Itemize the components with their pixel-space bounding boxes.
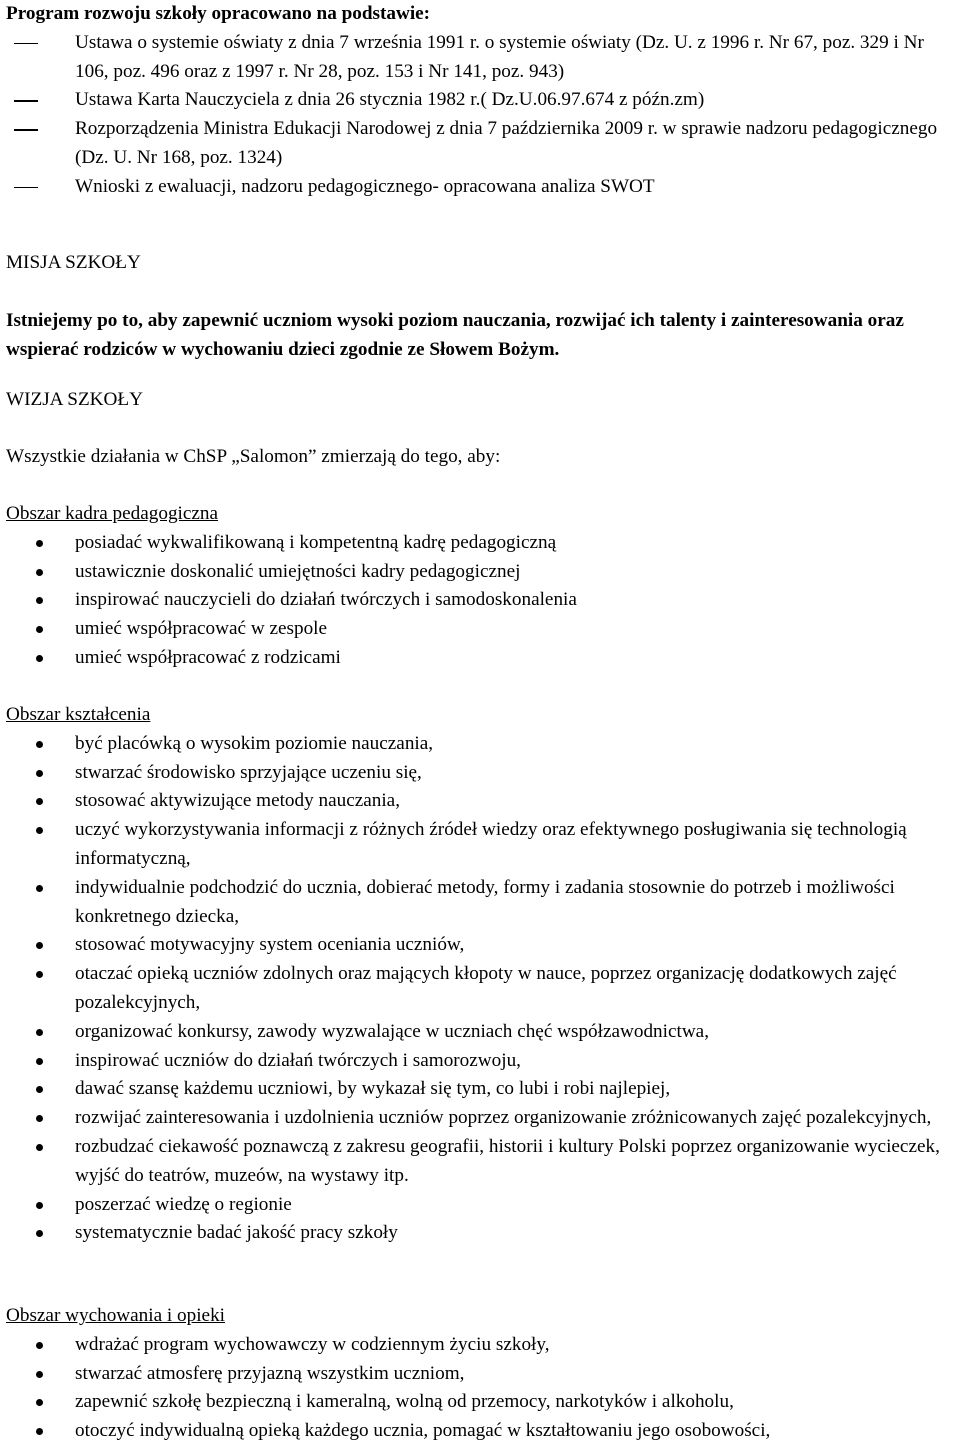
bullet-marker bbox=[36, 971, 43, 978]
obszar-kadra-heading: Obszar kadra pedagogiczna bbox=[6, 503, 219, 524]
program-item: Ustawa Karta Nauczyciela z dnia 26 stycznia 1982 r.( Dz.U.06.97.674 z późn.zm) bbox=[75, 89, 705, 111]
bullet-marker bbox=[36, 1428, 43, 1435]
list-item: dawać szansę każdemu uczniowi, by wykazał się tym, co lubi i robi najlepiej, bbox=[6, 1075, 958, 1104]
bullet-marker bbox=[36, 741, 43, 748]
obszar-ksztalcenia-list bbox=[6, 730, 958, 1248]
bullet-marker bbox=[36, 1342, 43, 1349]
list-item: stosować aktywizujące metody nauczania, bbox=[6, 787, 958, 816]
list-item: indywidualnie podchodzić do ucznia, dobierać metody, formy i zadania stosownie do potrzeb i możliwości konkretnego dziecka, bbox=[6, 874, 958, 932]
program-item: Wnioski z ewaluacji, nadzoru pedagogicznego- opracowana analiza SWOT bbox=[75, 175, 655, 197]
obszar-wychowania-section bbox=[6, 1302, 958, 1446]
obszar-kadra-section bbox=[6, 500, 958, 673]
list-item: wdrażać program wychowawczy w codziennym życiu szkoły, bbox=[6, 1331, 958, 1360]
bullet-marker bbox=[36, 1371, 43, 1378]
bullet-marker bbox=[36, 1029, 43, 1036]
program-title: Program rozwoju szkoły opracowano na podstawie: bbox=[6, 3, 431, 24]
list-item: być placówką o wysokim poziomie nauczania, bbox=[6, 730, 958, 759]
list-item: umieć współpracować z rodzicami bbox=[6, 644, 958, 673]
list-item: organizować konkursy, zawody wyzwalające w uczniach chęć współzawodnictwa, bbox=[6, 1018, 958, 1047]
obszar-ksztalcenia-section bbox=[6, 701, 958, 1248]
bullet-marker bbox=[36, 1115, 43, 1122]
bullet-marker bbox=[36, 1144, 43, 1151]
wizja-heading: WIZJA SZKOŁY bbox=[6, 389, 143, 410]
bullet-marker bbox=[36, 827, 43, 834]
obszar-wychowania-heading: Obszar wychowania i opieki bbox=[6, 1305, 225, 1326]
bullet-marker bbox=[36, 885, 43, 892]
list-item: inspirować nauczycieli do działań twórczych i samodoskonalenia bbox=[6, 586, 958, 615]
bullet-marker bbox=[36, 798, 43, 805]
list-item: stwarzać atmosferę przyjazną wszystkim uczniom, bbox=[6, 1360, 958, 1389]
list-item: inspirować uczniów do działań twórczych i samorozwoju, bbox=[6, 1047, 958, 1076]
program-item: Ustawa o systemie oświaty z dnia 7 września 1991 r. o systemie oświaty (Dz. U. z 1996 r. Nr 67, poz. 329 i Nr 106, poz. 496 oraz z 1997 r. Nr 28, poz. 153 i Nr 141, poz. 943) bbox=[75, 31, 924, 82]
bullet-marker bbox=[36, 1399, 43, 1406]
bullet-marker bbox=[36, 569, 43, 576]
list-item: poszerzać wiedzę o regionie bbox=[6, 1191, 958, 1220]
list-item: otaczać opieką uczniów zdolnych oraz mających kłopoty w nauce, poprzez organizację dodatkowych zajęć pozalekcyjnych, bbox=[6, 960, 958, 1018]
bullet-marker bbox=[36, 540, 43, 547]
misja-heading: MISJA SZKOŁY bbox=[6, 252, 141, 273]
list-item: systematycznie badać jakość pracy szkoły bbox=[6, 1219, 958, 1248]
bullet-marker bbox=[36, 942, 43, 949]
list-item: otoczyć indywidualną opieką każdego ucznia, pomagać w kształtowaniu jego osobowości, bbox=[6, 1417, 958, 1446]
list-item: umieć współpracować w zespole bbox=[6, 615, 958, 644]
list-item: stosować motywacyjny system oceniania uczniów, bbox=[6, 931, 958, 960]
program-item: Rozporządzenia Ministra Edukacji Narodowej z dnia 7 października 2009 r. w sprawie nadzoru pedagogicznego (Dz. U. Nr 168, poz. 1324) bbox=[75, 118, 938, 168]
program-section bbox=[6, 0, 958, 202]
bullet-marker bbox=[36, 1202, 43, 1209]
obszar-wychowania-list bbox=[6, 1331, 958, 1446]
list-item: rozwijać zainteresowania i uzdolnienia uczniów poprzez organizowanie zróżnicowanych zajęć pozalekcyjnych, bbox=[6, 1104, 958, 1133]
obszar-ksztalcenia-heading: Obszar kształcenia bbox=[6, 704, 151, 725]
bullet-marker bbox=[36, 1230, 43, 1237]
list-item: posiadać wykwalifikowaną i kompetentną kadrę pedagogiczną bbox=[6, 529, 958, 558]
list-item: rozbudzać ciekawość poznawczą z zakresu geografii, historii i kultury Polski poprzez organizowanie wycieczek, wyjść do teatrów, muzeów, na wystawy itp. bbox=[6, 1133, 958, 1191]
bullet-marker bbox=[36, 770, 43, 777]
wizja-intro: Wszystkie działania w ChSP „Salomon” zmierzają do tego, aby: bbox=[6, 446, 501, 467]
list-item: ustawicznie doskonalić umiejętności kadry pedagogicznej bbox=[6, 558, 958, 587]
misja-text: Istniejemy po to, aby zapewnić uczniom wysoki poziom nauczania, rozwijać ich talenty i zainteresowania oraz wspierać rodziców w wychowaniu dzieci zgodnie ze Słowem Bożym. bbox=[6, 310, 904, 360]
bullet-marker bbox=[36, 626, 43, 633]
bullet-marker bbox=[36, 655, 43, 662]
list-item: uczyć wykorzystywania informacji z różnych źródeł wiedzy oraz efektywnego posługiwania się technologią informatyczną, bbox=[6, 816, 958, 874]
obszar-kadra-list bbox=[6, 529, 958, 673]
list-item: stwarzać środowisko sprzyjające uczeniu się, bbox=[6, 759, 958, 788]
bullet-marker bbox=[36, 1058, 43, 1065]
list-item: zapewnić szkołę bezpieczną i kameralną, wolną od przemocy, narkotyków i alkoholu, bbox=[6, 1388, 958, 1417]
bullet-marker bbox=[36, 1086, 43, 1093]
program-list bbox=[6, 29, 958, 202]
bullet-marker bbox=[36, 597, 43, 604]
